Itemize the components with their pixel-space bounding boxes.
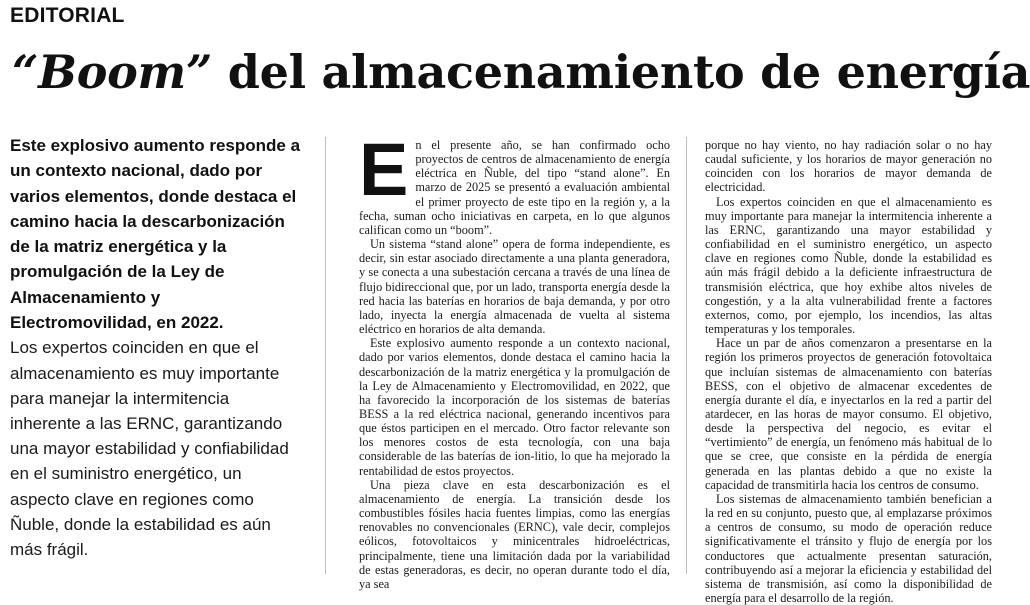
article-column-1 [359, 128, 670, 591]
article-paragraph: Un sistema “stand alone” opera de forma independiente, es decir, sin estar asociado directamente a una planta generadora, y se conecta a una subestación cercana a través de una línea de flujo bidireccional que, por un lado, transporta energía desde la red hacia las baterías en horarios de baja demanda, y por otro lado, inyecta la energía almacenada de vuelta al sistema eléctrico en horarios de alta demanda. [359, 237, 670, 337]
column-divider [686, 137, 687, 574]
article-paragraph: Este explosivo aumento responde a un contexto nacional, dado por varios elementos, donde destaca el camino hacia la descarbonización de la matriz energética y la promulgación de la Ley de Almacenamiento y Electromovilidad, en 2022, que ha favorecido la incorporación de los sistemas de baterías BESS a la red eléctrica nacional, generando incentivos para que éstos participen en el mercado. Otro factor relevante son los menores costos de esta tecnología, con una baja considerable de las baterías de ion-litio, lo que ha mejorado la rentabilidad de estos proyectos. [359, 336, 670, 478]
article-column-2 [705, 138, 992, 605]
article-paragraph: Una pieza clave en esta descarbonización es el almacenamiento de energía. La transición desde los combustibles fósiles hacia fuentes limpias, como las energías renovables no convencionales (ERNC), vale decir, complejos eólicos, fotovoltaicos y minicentrales hidroeléctricas, principalmente, tiene una limitación dada por la variabilidad de estas generadoras, es decir, no operan durante todo el día, ya sea [359, 477, 670, 591]
column-divider [325, 137, 326, 574]
article-paragraph: porque no hay viento, no hay radiación solar o no hay caudal suficiente, y los horarios de mayor generación no coinciden con los horarios de mayor demanda de electricidad. [705, 138, 992, 195]
sidebar-lead: Este explosivo aumento responde a un contexto nacional, dado por varios elementos, donde destaca el camino hacia la descarbonización de la matriz energética y la promulgación de la Ley de Almacenamiento y Electromovilidad, en 2022. [10, 136, 301, 333]
drop-cap: E [359, 128, 409, 211]
article-paragraph: Los sistemas de almacenamiento también benefician a la red en su conjunto, puesto que, al emplazarse próximos a centros de consumo, su modo de operación reduce significativamente el tránsito y flujo de energía por los conductores que actualmente presentan saturación, contribuyendo así a mejorar la eficiencia y estabilidad del sistema de transmisión, así como la disponibilidad de energía para el desarrollo de la región. [705, 491, 992, 605]
article-paragraph: En el presente año, se han confirmado ocho proyectos de centros de almacenamiento de energía eléctrica en Ñuble, del tipo “stand alone”. En marzo de 2025 se presentó a evaluación ambiental el primer proyecto de este tipo en la región y, a la fecha, suman ocho iniciativas en carpeta, en lo que algunos califican como un “boom”. [359, 128, 670, 237]
section-label: EDITORIAL [10, 4, 125, 27]
article-paragraph: Los expertos coinciden en que el almacenamiento es muy importante para manejar la intermitencia inherente a las ERNC, garantizando una mayor estabilidad y confiabilidad en el suministro energético, un aspecto clave en regiones como Ñuble, donde la estabilidad es aún más frágil debido a la deficiente infraestructura de transmisión eléctrica, que hoy exhibe altos niveles de congestión, y a la alta vulnerabilidad frente a factores externos, como, por ejemplo, los incendios, las altas temperaturas y los temporales. [705, 194, 992, 337]
headline-boom: “Boom” [12, 45, 213, 99]
sidebar-callout [10, 133, 302, 562]
sidebar-summary: Los expertos coinciden en que el almacenamiento es muy importante para manejar la intermitencia inherente a las ERNC, garantizando una mayor estabilidad y confiabilidad en el suministro energético, un aspecto clave en regiones como Ñuble, donde la estabilidad es aún más frágil. [10, 338, 289, 559]
headline [12, 44, 1030, 100]
headline-rest: del almacenamiento de energía [212, 45, 1030, 99]
article-paragraph: Hace un par de años comenzaron a presentarse en la región los primeros proyectos de generación fotovoltaica que incluían sistemas de almacenamiento con baterías BESS, con el objetivo de almacenar excedentes de energía durante el día, e inyectarlos en la red a partir del atardecer, en las horas de mayor consumo. El objetivo, desde la perspectiva del negocio, es evitar el “vertimiento” de energía, un fenómeno más habitual de lo que se cree, que consiste en la pérdida de energía generada en las plantas debido a que no existe la capacidad de transmitirla hacia los centros de consumo. [705, 336, 992, 492]
